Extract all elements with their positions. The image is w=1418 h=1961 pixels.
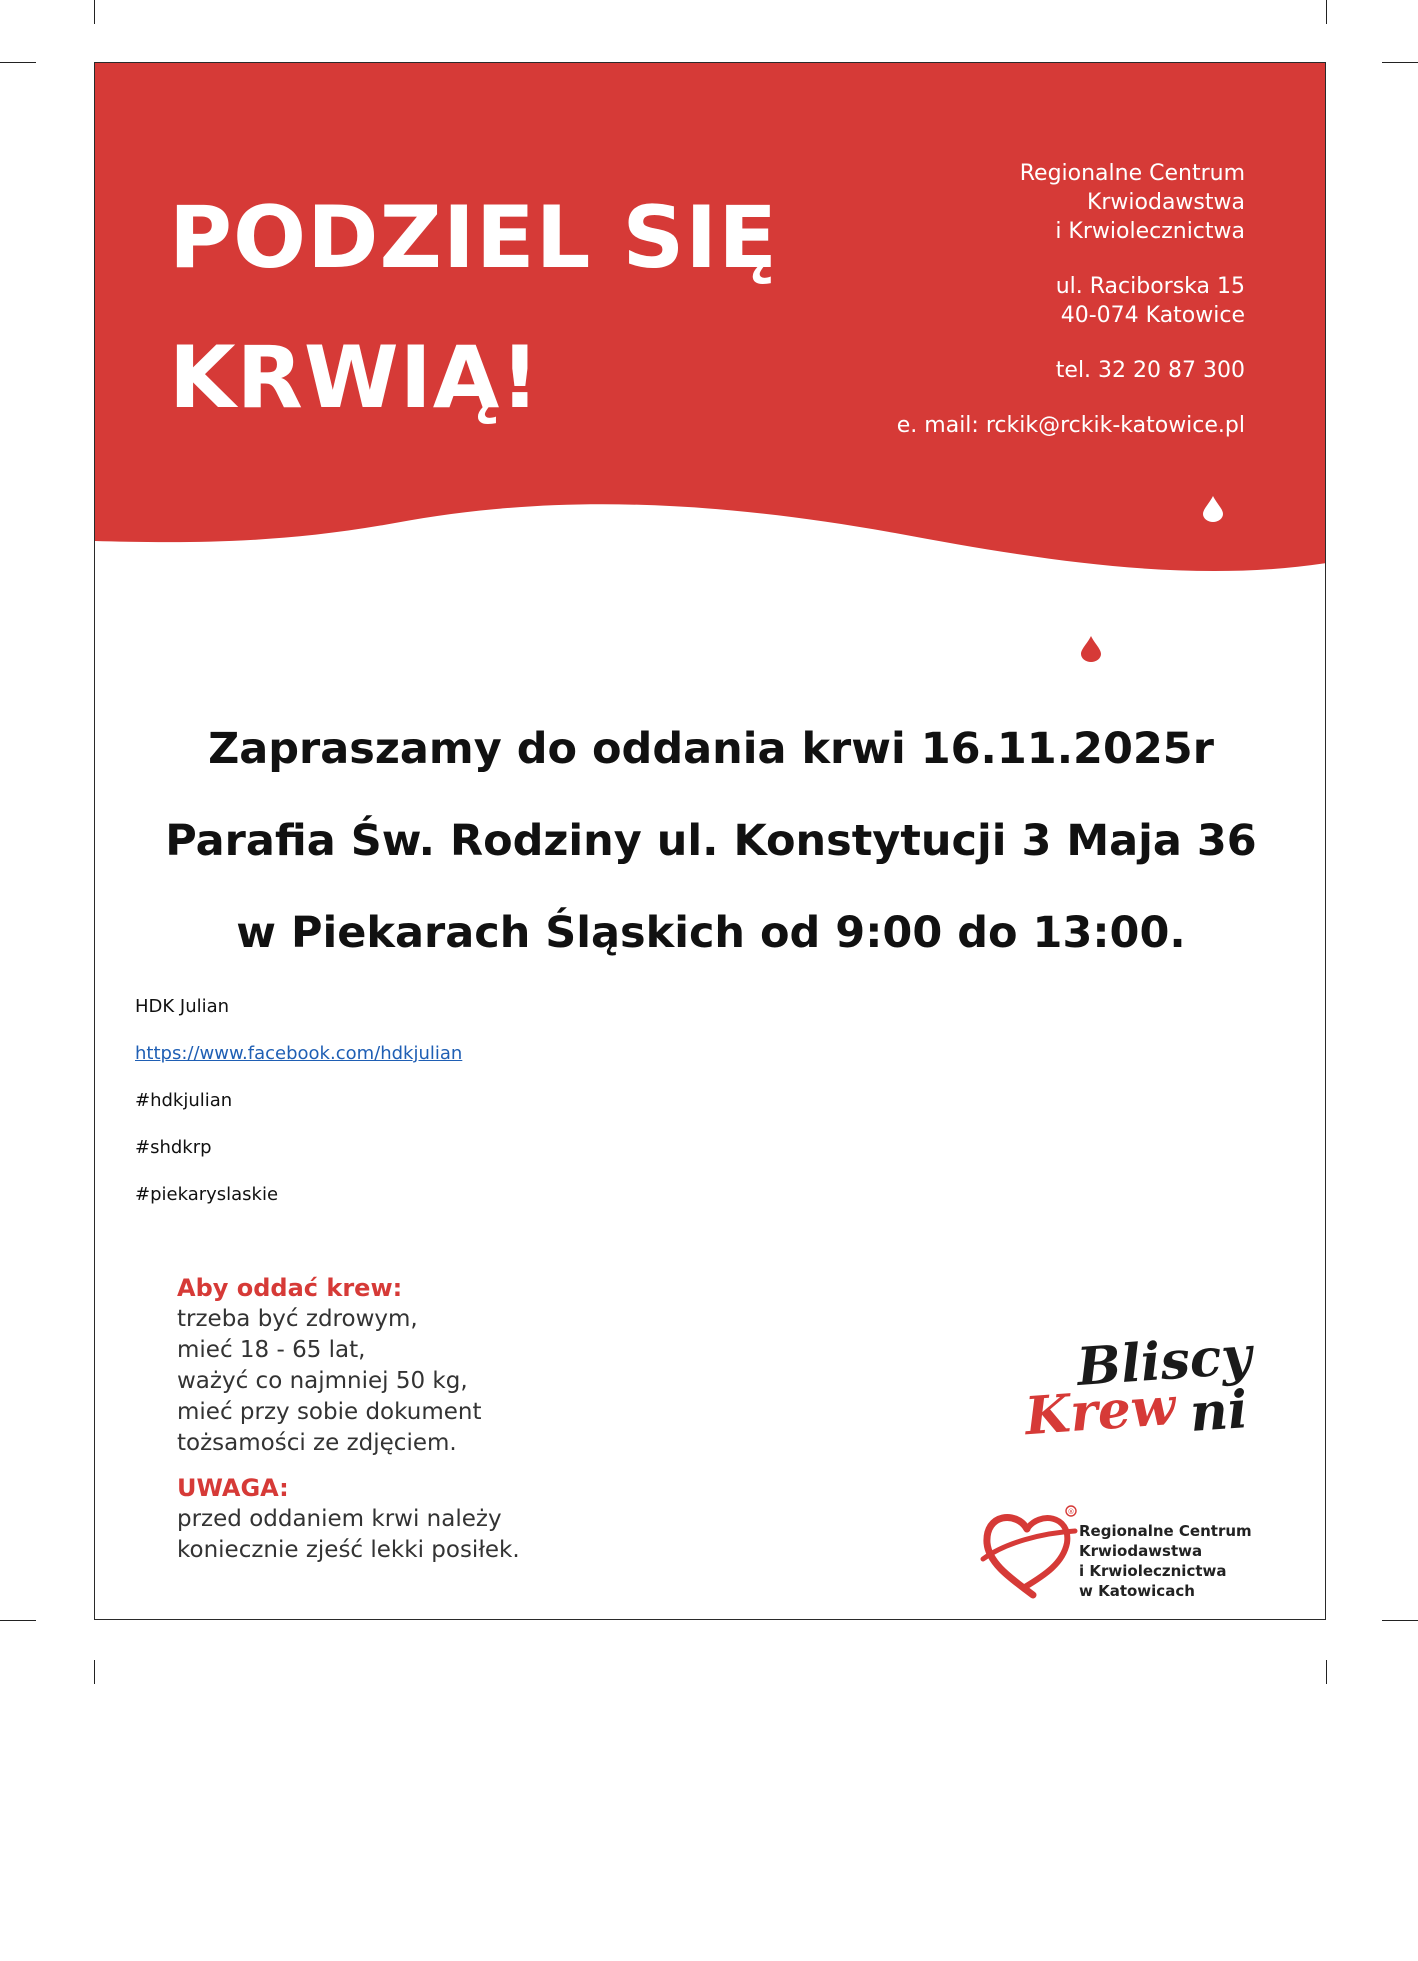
- requirement-item: mieć 18 - 65 lat,: [177, 1337, 366, 1363]
- org-name-line-2: Krwiodawstwa: [1086, 190, 1245, 215]
- organizer-name: HDK Julian: [135, 996, 230, 1017]
- crop-mark: [1326, 1660, 1327, 1684]
- crop-mark: [1326, 0, 1327, 24]
- warning-line: koniecznie zjeść lekki posiłek.: [177, 1537, 520, 1563]
- facebook-link[interactable]: https://www.facebook.com/hdkjulian: [135, 1043, 463, 1064]
- event-info: [95, 703, 1326, 979]
- logo-word-bliscy: Bliscy: [1075, 1324, 1254, 1399]
- heart-logo-icon: [975, 1503, 1085, 1603]
- requirement-item: mieć przy sobie dokument: [177, 1399, 482, 1425]
- hashtag: #shdkrp: [135, 1137, 212, 1158]
- donor-requirements: [177, 1273, 520, 1566]
- requirements-heading: Aby oddać krew:: [177, 1274, 403, 1302]
- blood-drop-icon: [1081, 636, 1101, 662]
- social-info: [135, 983, 462, 1218]
- event-time-line: w Piekarach Śląskich od 9:00 do 13:00.: [236, 908, 1186, 958]
- requirement-item: trzeba być zdrowym,: [177, 1306, 418, 1332]
- headline: [169, 168, 778, 448]
- logo-word-krew: Krew: [1023, 1375, 1178, 1448]
- headline-line-2: KRWIĄ!: [169, 328, 541, 428]
- poster-sheet: [94, 62, 1326, 1620]
- phone: tel. 32 20 87 300: [1055, 358, 1245, 383]
- registered-mark: ®: [1067, 1508, 1075, 1516]
- requirement-item: tożsamości ze zdjęciem.: [177, 1430, 457, 1456]
- hashtag: #hdkjulian: [135, 1090, 233, 1111]
- warning-line: przed oddaniem krwi należy: [177, 1506, 502, 1532]
- org-name-line-3: i Krwiolecznictwa: [1055, 219, 1245, 244]
- address-city: 40-074 Katowice: [1060, 303, 1245, 328]
- crop-mark: [94, 1660, 95, 1684]
- event-date-line: Zapraszamy do oddania krwi 16.11.2025r: [208, 724, 1214, 774]
- crop-mark: [0, 62, 36, 63]
- crop-mark: [94, 0, 95, 24]
- rckik-logo: [975, 1503, 1315, 1603]
- warning-heading: UWAGA:: [177, 1474, 289, 1502]
- hashtag: #piekaryslaskie: [135, 1184, 279, 1205]
- rckik-logo-line-4: w Katowicach: [1079, 1582, 1195, 1600]
- email: e. mail: rckik@rckik-katowice.pl: [896, 413, 1245, 438]
- address-street: ul. Raciborska 15: [1055, 274, 1245, 299]
- requirement-item: ważyć co najmniej 50 kg,: [177, 1368, 468, 1394]
- org-name-line-1: Regionalne Centrum: [1019, 161, 1245, 186]
- rckik-logo-line-2: Krwiodawstwa: [1079, 1542, 1203, 1560]
- crop-mark: [1382, 1620, 1418, 1621]
- crop-mark: [0, 1620, 36, 1621]
- logo-word-ni: ni: [1187, 1379, 1250, 1444]
- contact-block: [785, 159, 1245, 440]
- rckik-logo-line-1: Regionalne Centrum: [1079, 1522, 1252, 1540]
- bliscy-krewni-logo: [1023, 1324, 1275, 1451]
- event-place-line: Parafia Św. Rodziny ul. Konstytucji 3 Maja 36: [165, 816, 1257, 866]
- headline-line-1: PODZIEL SIĘ: [169, 188, 779, 288]
- blood-drop-icon: [1203, 496, 1223, 522]
- rckik-logo-line-3: i Krwiolecznictwa: [1079, 1562, 1227, 1580]
- crop-mark: [1382, 62, 1418, 63]
